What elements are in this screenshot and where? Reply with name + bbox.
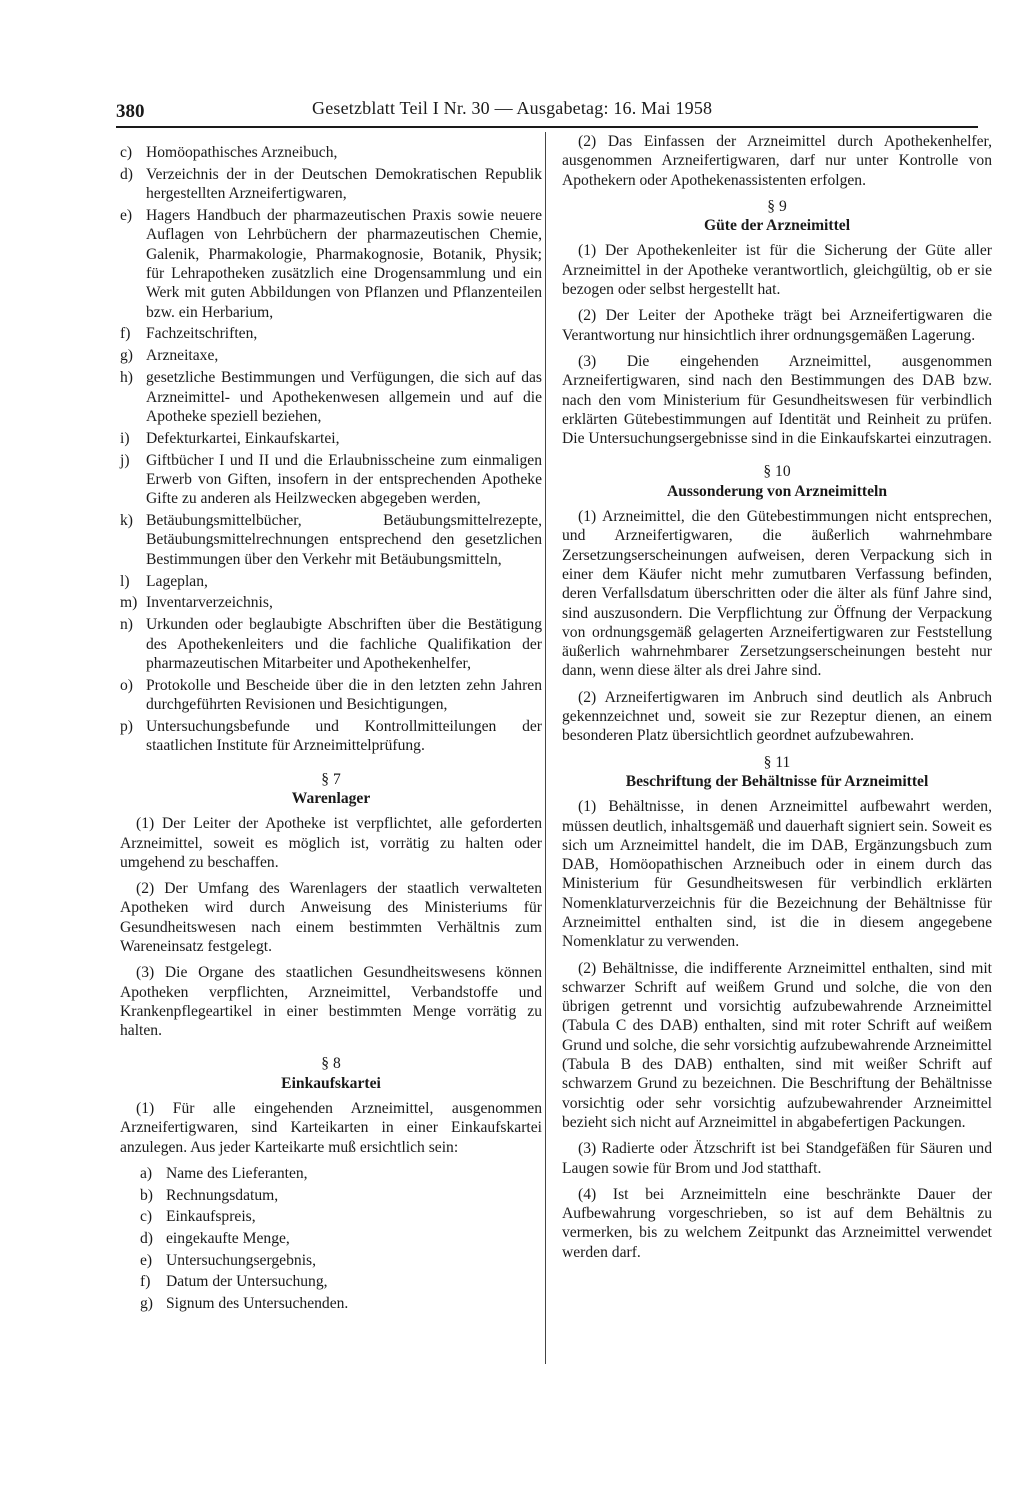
paragraph: (2) Der Umfang des Warenlagers der staatlich verwalteten Apotheken wird durch Anweisung des Ministeriums für Gesundheitswesen nach einem bestimmten Verhältnis zum Wareneinsatz festgelegt. — [120, 880, 542, 955]
list-item-label: e) — [140, 1251, 153, 1269]
section-title: Beschriftung der Behältnisse für Arzneimittel — [625, 772, 929, 790]
paragraph: (3) Die Organe des staatlichen Gesundheitswesens können Apotheken verpflichten, Arzneimittel, Verbandstoffe und Krankenpflegeartikel in einer bestimmten Menge vorrätig zu halten. — [120, 964, 542, 1040]
paragraph: (2) Der Leiter der Apotheke trägt bei Arzneifertigwaren die Verantwortung nur hinsichtlich ihrer ordnungsgemäßen Lagerung. — [562, 307, 992, 344]
list-item-text: Defekturkartei, Einkaufskartei, — [146, 429, 340, 447]
paragraph: (2) Das Einfassen der Arzneimittel durch Apothekenhelfer, ausgenommen Arzneifertigwaren, darf nur unter Kontrolle von Apothekern oder Apothekenassistenten erfolgen. — [562, 133, 992, 189]
section-title: Aussonderung von Arzneimitteln — [666, 482, 888, 500]
list-item-text: Hagers Handbuch der pharmazeutischen Praxis sowie neuere Auflagen von Lehrbüchern der pharmazeutischen Chemie, Galenik, Pharmakologie, Pharmakognosie, Botanik, Physik; für Lehrapotheken zusätzlich eine Drogensammlung und ein Werk mit guten Abbildungen von Pflanzen und Pflanzenteilen bzw. ein Herbarium, — [146, 207, 542, 321]
list-item-text: Rechnungsdatum, — [166, 1186, 279, 1204]
left-column — [120, 143, 542, 1316]
paragraph: (3) Radierte oder Ätzschrift ist bei Standgefäßen für Säuren und Laugen sowie für Brom und Jod statthaft. — [562, 1140, 992, 1177]
list-item-label: l) — [120, 572, 130, 590]
list-item-label: h) — [120, 369, 133, 387]
list-item — [120, 511, 542, 569]
section-title: Warenlager — [291, 789, 371, 807]
list-item-text: Inventarverzeichnis, — [146, 594, 273, 612]
list-item-text: Betäubungsmittelbücher, Betäubungsmittelrezepte, Betäubungsmittelrechnungen entsprechend den gesetzlichen Bestimmungen über den Verkehr mit Betäubungsmitteln, — [146, 512, 542, 568]
list-item — [120, 572, 542, 591]
list-item-text: Protokolle und Bescheide über die in den letzten zehn Jahren durchgeführten Revisionen und Besichtigungen, — [146, 676, 542, 714]
list-item — [120, 143, 542, 162]
section-11 — [562, 753, 992, 1262]
list-item-label: g) — [120, 347, 133, 365]
list-item — [120, 429, 542, 448]
paragraph: (3) Die eingehenden Arzneimittel, ausgenommen Arzneifertigwaren, sind nach den Bestimmungen des DAB bzw. nach den vom Ministerium für Gesundheitswesen für verbindlich erklärten Gütebestimmungen auf Identität und Reinheit zu prüfen. Die Untersuchungsergebnisse sind in die Einkaufskartei einzutragen. — [562, 352, 992, 448]
list-item — [140, 1294, 542, 1313]
section-8 — [120, 1054, 542, 1313]
list-item — [140, 1164, 542, 1183]
list-item — [120, 615, 542, 673]
list-item-text: Fachzeitschriften, — [146, 325, 258, 343]
page-header — [116, 96, 978, 128]
right-column — [562, 132, 992, 1269]
list-item-label: f) — [120, 325, 131, 343]
list-item-label: j) — [120, 451, 130, 469]
list-item-text: Datum der Untersuchung, — [166, 1273, 328, 1291]
list-item — [120, 676, 542, 715]
paragraph: (1) Behältnisse, in denen Arzneimittel aufbewahrt werden, müssen deutlich, inhaltsgemäß und dauerhaft signiert sein. Soweit es sich um Arzneimittel handelt, die im DAB, Ergänzungsbuch zum DAB, Homöopathischen Arzneibuch oder in einem durch das Ministerium für Gesundheitswesen für verbindlich erklärten Nomenklaturverzeichnis für die Bezeichnung der Behältnisse für Arzneimittel enthalten sind, ist die in diesem angegebene Nomenklatur zu verwenden. — [562, 798, 992, 951]
section-9 — [562, 197, 992, 449]
section-title: Güte der Arzneimittel — [703, 217, 851, 235]
list-item — [120, 717, 542, 756]
section-number: § 9 — [767, 197, 787, 215]
list-item — [140, 1251, 542, 1270]
list-item-text: Arzneitaxe, — [146, 347, 219, 365]
document-list — [120, 143, 542, 756]
list-item — [120, 593, 542, 612]
list-item-label: f) — [140, 1273, 151, 1291]
list-item-label: d) — [140, 1230, 153, 1248]
list-item — [120, 165, 542, 204]
list-item-label: a) — [140, 1164, 153, 1182]
list-item-label: c) — [140, 1208, 153, 1226]
paragraph: (4) Ist bei Arzneimitteln eine beschränkte Dauer der Aufbewahrung vorgeschrieben, so ist auf dem Behältnis zu vermerken, bis zu welchem Zeitpunkt das Arzneimittel verwendet werden darf. — [562, 1185, 992, 1261]
list-item — [120, 368, 542, 426]
list-item-text: Untersuchungsbefunde und Kontrollmitteilungen der staatlichen Institute für Arzneimittelprüfung. — [146, 718, 542, 755]
paragraph: (1) Der Apothekenleiter ist für die Sicherung der Güte aller Arzneimittel in der Apotheke verantwortlich, gleichgültig, ob er sie bezogen oder selbst hergestellt hat. — [562, 242, 992, 299]
paragraph: (1) Der Leiter der Apotheke ist verpflichtet, alle geforderten Arzneimittel, soweit es möglich ist, vorrätig zu halten oder umgehend zu beschaffen. — [120, 815, 542, 871]
section-7 — [120, 770, 542, 1041]
list-item — [140, 1207, 542, 1226]
sub-list — [140, 1164, 542, 1313]
section-title: Einkaufskartei — [281, 1074, 381, 1092]
list-item-text: Homöopathisches Arzneibuch, — [146, 144, 338, 161]
list-item-text: Verzeichnis der in der Deutschen Demokratischen Republik hergestellten Arzneifertigwaren, — [146, 165, 542, 203]
section-10 — [562, 462, 992, 745]
list-item — [120, 324, 542, 343]
list-item-label: k) — [120, 512, 133, 530]
list-item-label: n) — [120, 616, 133, 634]
list-item-text: Name des Lieferanten, — [166, 1164, 308, 1182]
page-number: 380 — [116, 101, 145, 122]
list-item-text: Untersuchungsergebnis, — [166, 1251, 316, 1269]
list-item-text: eingekaufte Menge, — [166, 1230, 290, 1248]
column-divider — [545, 132, 546, 1364]
list-item — [120, 206, 542, 322]
list-item — [140, 1272, 542, 1291]
list-item-label: g) — [140, 1295, 153, 1313]
list-item-label: i) — [120, 429, 130, 447]
list-item — [140, 1229, 542, 1248]
header-title: Gesetzblatt Teil I Nr. 30 — Ausgabetag: 16. Mai 1958 — [312, 98, 713, 118]
list-item-label: p) — [120, 718, 133, 736]
list-item — [120, 451, 542, 509]
list-item — [140, 1186, 542, 1205]
list-item-label: e) — [120, 207, 133, 225]
list-item-text: Signum des Untersuchenden. — [166, 1295, 349, 1313]
section-number: § 8 — [321, 1055, 341, 1073]
list-item-text: Urkunden oder beglaubigte Abschriften über die Bestätigung des Apothekenleiters und die fachliche Qualifikation der pharmazeutischen Mitarbeiter und Apothekenhelfer, — [146, 616, 542, 672]
paragraph: (2) Behältnisse, die indifferente Arzneimittel enthalten, sind mit schwarzer Schrift auf weißem Grund und solche, die von den übrigen getrennt und vorsichtig aufzubewahrende Arzneimittel (Tabula C des DAB) enthalten, sind mit roter Schrift auf weißem Grund und solche, die sehr vorsichtig aufzubewahrende Arzneimittel (Tabula B des DAB) enthalten, sind mit weißer Schrift auf schwarzem Grund zu bezeichnen. Die Beschriftung der Behältnisse vorsichtig oder sehr vorsichtig aufzubewahrender Arzneimittel bezieht sich nicht auf Arzneimittel in abgabefertigen Packungen. — [562, 959, 992, 1131]
list-item-label: d) — [120, 165, 133, 183]
list-item-label: c) — [120, 144, 133, 161]
list-item-label: o) — [120, 676, 133, 694]
list-item-text: gesetzliche Bestimmungen und Verfügungen, die sich auf das Arzneimittel- und Apothekenwesen allgemein und auf die Apotheke speziell beziehen, — [146, 369, 542, 425]
paragraph: (2) Arzneifertigwaren im Anbruch sind deutlich als Anbruch gekennzeichnet und, soweit sie zur Rezeptur dienen, an einem besonderen Platz übersichtlich geordnet aufzubewahren. — [562, 688, 992, 745]
section-number: § 10 — [763, 463, 791, 481]
paragraph: (1) Für alle eingehenden Arzneimittel, ausgenommen Arzneifertigwaren, sind Karteikarten in einer Einkaufskartei anzulegen. Aus jeder Karteikarte muß ersichtlich sein: — [120, 1100, 542, 1156]
list-item-text: Einkaufspreis, — [166, 1208, 256, 1226]
section-number: § 7 — [321, 770, 341, 788]
list-item-text: Giftbücher I und II und die Erlaubnisscheine zum einmaligen Erwerb von Giften, insofern in der entsprechenden Apotheke Gifte zu anderen als Heilzwecken abgegeben werden, — [146, 451, 542, 508]
section-number: § 11 — [763, 753, 791, 771]
list-item-label: b) — [140, 1186, 153, 1204]
paragraph: (1) Arzneimittel, die den Gütebestimmungen nicht entsprechen, und Arzneifertigwaren, die äußerlich wahrnehmbare Zersetzungserscheinungen aufweisen, deren Verpackung sich in einer dem Käufer nicht mehr zumutbaren Verfassung befinden, deren Verfallsdatum überschritten oder die älter als fünf Jahre sind, sind auszusondern. Die Verpflichtung zur Öffnung der Verpackung von ordnungsgemäß gelagerten Arzneifertigwaren zur Feststellung äußerlich wahrnehmbarer Zersetzungserscheinungen besteht nur dann, wenn diese älter als drei Jahre sind. — [562, 508, 992, 680]
list-item — [120, 346, 542, 365]
list-item-text: Lageplan, — [146, 572, 208, 590]
list-item-label: m) — [120, 594, 138, 612]
